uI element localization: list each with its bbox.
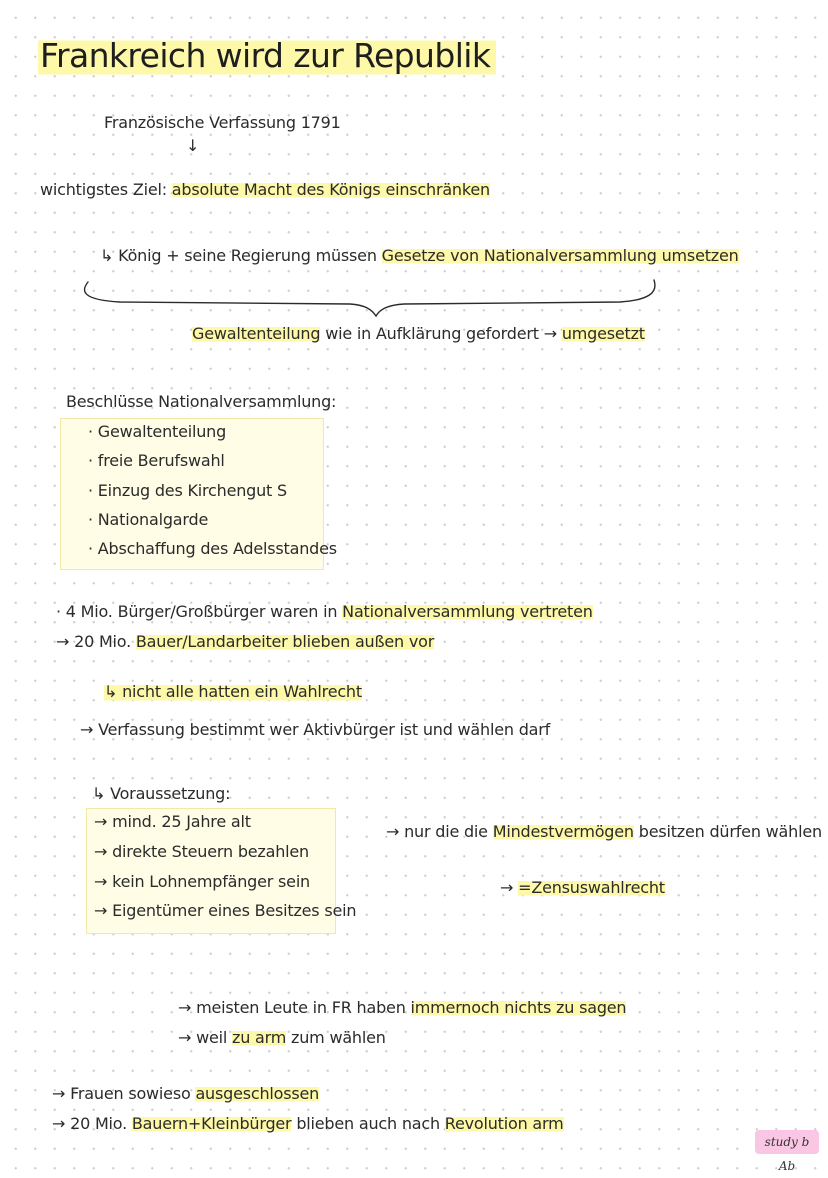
women-line-2-prefix: → 20 Mio.	[52, 1114, 127, 1133]
citizens-line-1-prefix: · 4 Mio. Bürger/Großbürger waren in	[56, 602, 338, 621]
requirements-side-1-prefix: → nur die die	[386, 822, 488, 841]
citizens-line-1	[56, 602, 593, 622]
people-line-1-prefix: → meisten Leute in FR haben	[178, 998, 406, 1017]
people-line-2	[178, 1028, 386, 1048]
aim-text: absolute Macht des Königs einschränken	[171, 180, 490, 199]
separation-line	[192, 324, 645, 344]
requirement-item: → Eigentümer eines Besitzes sein	[94, 901, 357, 920]
requirements-side-2-highlight: =Zensuswahlrecht	[518, 878, 665, 897]
subtitle: Französische Verfassung 1791	[104, 113, 341, 132]
curly-brace-icon	[80, 278, 660, 318]
king-highlight: Gesetze von Nationalversammlung umsetzen	[381, 246, 739, 265]
king-line	[100, 246, 739, 266]
decision-item: · freie Berufswahl	[88, 451, 225, 470]
people-line-2-prefix: → weil	[178, 1028, 228, 1047]
decisions-heading: Beschlüsse Nationalversammlung:	[66, 392, 337, 411]
people-line-1	[178, 998, 626, 1018]
requirements-side-1	[386, 822, 822, 842]
requirement-item: → mind. 25 Jahre alt	[94, 812, 251, 831]
women-line-1-highlight: ausgeschlossen	[195, 1084, 320, 1103]
requirements-side-2	[500, 878, 665, 898]
separation-highlight-2: umgesetzt	[561, 324, 645, 343]
women-line-2-highlight-2: Revolution arm	[444, 1114, 564, 1133]
decision-item: · Gewaltenteilung	[88, 422, 227, 441]
women-line-2	[52, 1114, 564, 1134]
citizens-line-4: → Verfassung bestimmt wer Aktivbürger ist und wählen darf	[80, 720, 551, 739]
people-line-2-suffix: zum wählen	[291, 1028, 386, 1047]
aim-line	[40, 180, 490, 200]
aim-prefix: wichtigstes Ziel:	[40, 180, 167, 199]
people-line-1-highlight: immernoch nichts zu sagen	[410, 998, 627, 1017]
citizens-line-1-highlight: Nationalversammlung vertreten	[342, 602, 593, 621]
requirement-item: → direkte Steuern bezahlen	[94, 842, 309, 861]
women-line-1	[52, 1084, 319, 1104]
down-arrow-icon: ↓	[186, 136, 200, 155]
page-title: Frankreich wird zur Republik	[38, 34, 496, 78]
decision-item: · Nationalgarde	[88, 510, 209, 529]
requirements-side-1-highlight: Mindestvermögen	[492, 822, 634, 841]
decision-item: · Einzug des Kirchengut S	[88, 481, 287, 500]
citizens-line-2-prefix: → 20 Mio.	[56, 632, 131, 651]
people-line-2-highlight: zu arm	[232, 1028, 287, 1047]
separation-middle: wie in Aufklärung gefordert →	[325, 324, 557, 343]
requirement-item: → kein Lohnempfänger sein	[94, 872, 311, 891]
separation-highlight-1: Gewaltenteilung	[192, 324, 321, 343]
women-line-2-middle: blieben auch nach	[296, 1114, 440, 1133]
citizens-line-2	[56, 632, 434, 652]
requirements-heading: ↳ Voraussetzung:	[92, 784, 231, 803]
women-line-2-highlight-1: Bauern+Kleinbürger	[131, 1114, 292, 1133]
requirements-side-1-suffix: besitzen dürfen wählen	[638, 822, 822, 841]
requirements-side-2-prefix: →	[500, 878, 514, 897]
citizens-line-3: ↳ nicht alle hatten ein Wahlrecht	[104, 682, 362, 701]
women-line-1-prefix: → Frauen sowieso	[52, 1084, 191, 1103]
decision-item: · Abschaffung des Adelsstandes	[88, 539, 337, 558]
king-prefix: ↳ König + seine Regierung müssen	[100, 246, 377, 265]
citizens-line-2-highlight: Bauer/Landarbeiter blieben außen vor	[135, 632, 435, 651]
study-logo: study b Ab	[755, 1130, 819, 1154]
